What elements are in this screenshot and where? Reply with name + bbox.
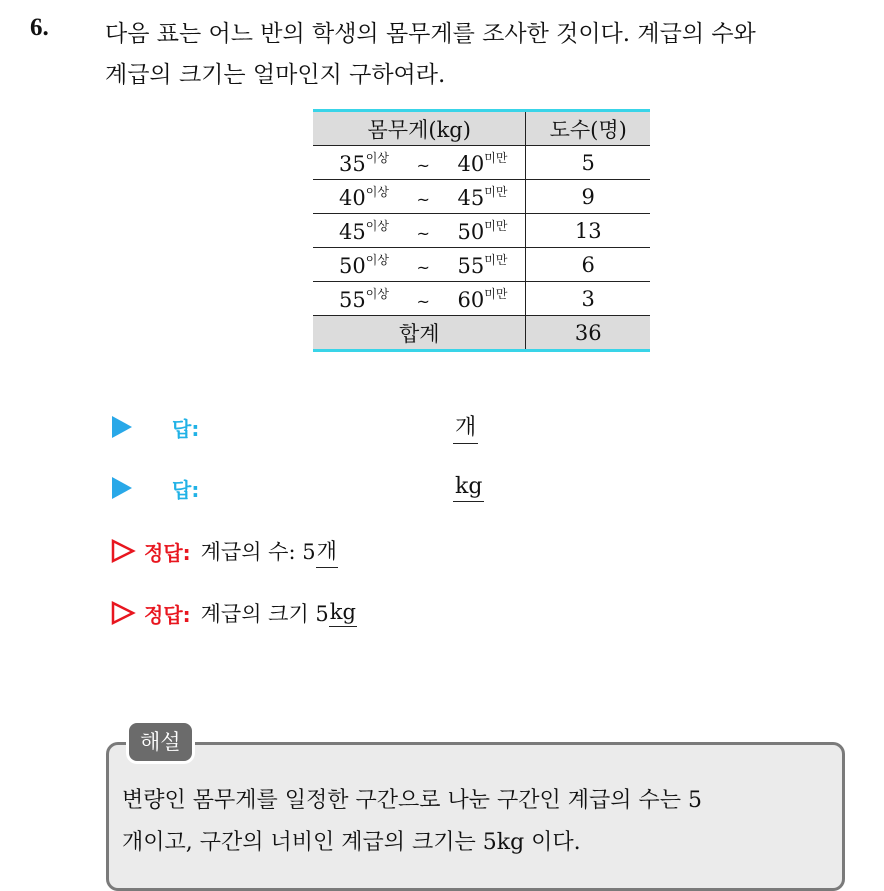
explanation-text xyxy=(122,780,832,864)
frequency-cell: 3 xyxy=(526,282,650,316)
answer-label: 답: xyxy=(172,477,200,502)
correct-answer-row-1 xyxy=(110,533,338,569)
answer-row-1 xyxy=(112,409,199,445)
total-label: 합계 xyxy=(313,316,526,351)
question-line-1: 다음 표는 어느 반의 학생의 몸무게를 조사한 것이다. 계급의 수와 xyxy=(105,21,756,47)
correct-unit: kg xyxy=(329,600,357,627)
frequency-cell: 6 xyxy=(526,248,650,282)
header-frequency: 도수(명) xyxy=(526,111,650,146)
correct-answer-row-2 xyxy=(110,595,357,631)
table-header-row xyxy=(313,111,650,146)
explanation-line-1: 변량인 몸무게를 일정한 구간으로 나눈 구간인 계급의 수는 5 xyxy=(122,788,702,813)
correct-text: 계급의 크기 5 xyxy=(200,602,329,626)
table-row: $35^{이상}$ ~ $40^{미만}$ 5 xyxy=(313,146,650,180)
play-triangle-icon xyxy=(112,477,132,499)
answer-row-2 xyxy=(112,470,199,506)
explanation-line-2: 개이고, 구간의 너비인 계급의 크기는 5kg 이다. xyxy=(122,830,581,855)
answer-label: 답: xyxy=(172,416,200,441)
frequency-table xyxy=(313,109,650,352)
header-weight: 몸무게(kg) xyxy=(313,111,526,146)
outline-triangle-icon xyxy=(110,600,136,626)
table-row: $50^{이상}$ ~ $55^{미만}$ 6 xyxy=(313,248,650,282)
question-text xyxy=(105,14,865,96)
table-total-row xyxy=(313,316,650,351)
correct-label: 정답: xyxy=(144,540,191,565)
play-triangle-icon xyxy=(112,416,132,438)
answer-blank-2[interactable]: kg xyxy=(453,474,484,502)
frequency-cell: 9 xyxy=(526,180,650,214)
outline-triangle-icon xyxy=(110,538,136,564)
correct-label: 정답: xyxy=(144,602,191,627)
correct-unit: 개 xyxy=(316,535,338,568)
table-row: $45^{이상}$ ~ $50^{미만}$ 13 xyxy=(313,214,650,248)
frequency-cell: 13 xyxy=(526,214,650,248)
table-row: $40^{이상}$ ~ $45^{미만}$ 9 xyxy=(313,180,650,214)
total-count: 36 xyxy=(574,320,602,345)
correct-text: 계급의 수: 5 xyxy=(200,540,316,564)
question-line-2: 계급의 크기는 얼마인지 구하여라. xyxy=(105,62,446,88)
table-row: $55^{이상}$ ~ $60^{미만}$ 3 xyxy=(313,282,650,316)
answer-blank-1[interactable]: 개 xyxy=(453,410,478,444)
explanation-tag: 해설 xyxy=(129,723,192,761)
question-number: 6. xyxy=(30,14,49,41)
frequency-cell: 5 xyxy=(526,146,650,180)
